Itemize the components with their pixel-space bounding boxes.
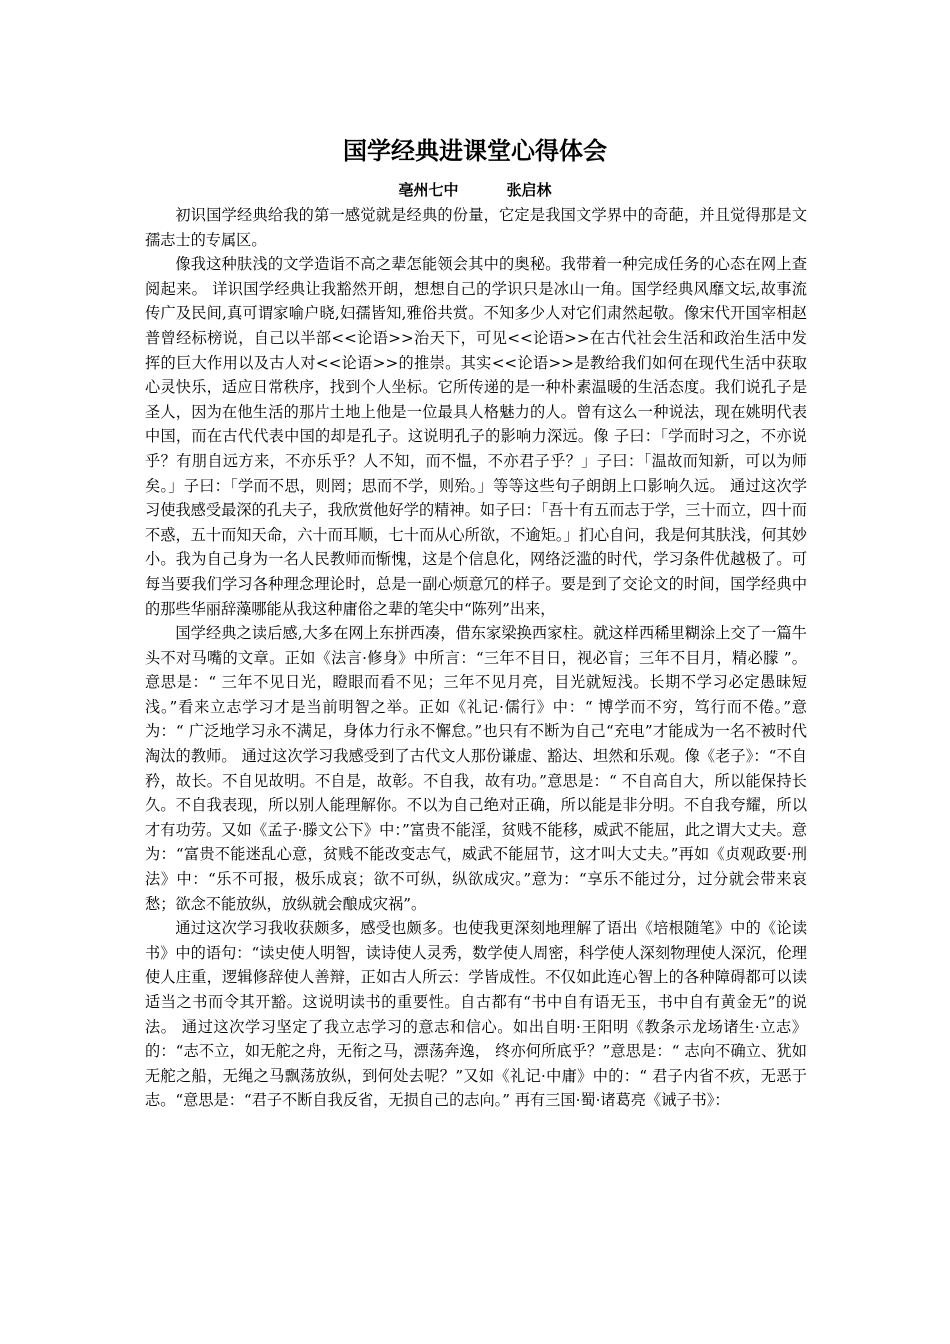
school-name: 亳州七中	[398, 181, 459, 199]
paragraph-4: 通过这次学习我收获颇多，感受也颇多。也使我更深刻地理解了语出《培根随笔》中的《论读书》中的语句：“读史使人明智，读诗使人灵秀，数学使人周密，科学使人深刻物理使人深沉，伦理使人庄重，逻辑修辞使人善辩，正如古人所云：学皆成性。不仅如此连心智上的各种障碍都可以读适当之书而令其开豁。这说明读书的重要性。自古都有“书中自有语无玉，书中自有黄金无”的说法。 通过这次学习坚定了我立志学习的意志和信心。如出自明·王阳明《教条示龙场诸生·立志》的：“志不立，如无舵之舟，无衔之马，漂荡奔逸， 终亦何所底乎？”意思是：“ 志向不确立、犹如无舵之船，无绳之马飘荡放纵，到何处去呢？”又如《礼记·中庸》中的：“ 君子内省不疚，无恶于志。“意思是：“君子不断自我反省，无损自己的志向。” 再有三国·蜀·诸葛亮《诫子书》：	[145, 919, 807, 1110]
paragraph-3: 国学经典之读后感,大多在网上东拼西凑，借东家梁换西家柱。就这样西稀里糊涂上交了一篇牛头不对马嘴的文章。正如《法言·修身》中所言：“三年不目日，视必盲；三年不目月，精必朦 ”。意思是：“ 三年不见日光，瞪眼而看不见；三年不见月亮，目光就短浅。长期不学习必定愚昧短浅。”看来立志学习才是当前明智之举。正如《礼记·儒行》中：“ 博学而不穷，笃行而不倦。”意为：“ 广泛地学习永不满足，身体力行永不懈怠。”也只有不断为自己“充电”才能成为一名不被时代淘汰的教师。 通过这次学习我感受到了古代文人那份谦虚、豁达、坦然和乐观。像《老子》：“不自矜，故长。不自见故明。不自是，故彰。不自我，故有功。”意思是：“ 不自高自大，所以能保持长久。不自我表现，所以别人能理解你。不以为自己绝对正确，所以能是非分明。不自我夸耀，所以才有功劳。又如《孟子·滕文公下》中：”富贵不能淫，贫贱不能移，威武不能屈，此之谓大丈夫。意为：“富贵不能迷乱心意，贫贱不能改变志气，威武不能屈节，这才叫大丈夫。”再如《贞观政要·刑法》中：“乐不可报，极乐成哀；欲不可纵，纵欲成灾。”意为：“享乐不能过分，过分就会带来哀愁；欲念不能放纵，放纵就会酿成灾祸”。	[145, 624, 807, 913]
document-title: 国学经典进课堂心得体会	[343, 137, 607, 165]
document-body	[145, 203, 807, 1113]
paragraph-1: 初识国学经典给我的第一感觉就是经典的份量，它定是我国文学界中的奇葩，并且觉得那是文孺志士的专属区。	[145, 206, 807, 249]
author-name: 张启林	[506, 181, 552, 199]
paragraph-2: 像我这种肤浅的文学造诣不高之辈怎能领会其中的奥秘。我带着一种完成任务的心态在网上查阅起来。 详识国学经典让我豁然开朗，想想自己的学识只是冰山一角。国学经典风靡文坛,故事流传广及民间,真可谓家喻户晓,妇孺皆知,雅俗共赏。不知多少人对它们肃然起敬。像宋代开国宰相赵普曾经标榜说，自己以半部<<论语>>治天下，可见<<论语>>在古代社会生活和政治生活中发挥的巨大作用以及古人对<<论语>>的推崇。其实<<论语>>是教给我们如何在现代生活中获取心灵快乐，适应日常秩序，找到个人坐标。它所传递的是一种朴素温暖的生活态度。我们说孔子是圣人，因为在他生活的那片土地上他是一位最具人格魅力的人。曾有这么一种说法，现在姚明代表中国，而在古代代表中国的却是孔子。这说明孔子的影响力深远。像 子曰：「学而时习之，不亦说乎？有朋自远方来，不亦乐乎？人不知，而不愠，不亦君子乎？」子曰：「温故而知新，可以为师矣。」子曰：「学而不思，则罔；思而不学，则殆。」等等这些句子朗朗上口影响久远。 通过这次学习使我感受最深的孔夫子，我欣赏他好学的精神。如子曰：「吾十有五而志于学，三十而立，四十而不惑，五十而知天命，六十而耳顺，七十而从心所欲，不逾矩。」扪心自问，我是何其肤浅，何其妙小。我为自己身为一名人民教师而惭愧，这是个信息化，网络泛滥的时代，学习条件优越极了。可每当要我们学习各种理念理论时，总是一副心烦意冗的样子。要是到了交论文的时间，国学经典中的那些华丽辞藻哪能从我这种庸俗之辈的笔尖中“陈列”出来，	[145, 255, 807, 618]
author-byline	[0, 180, 950, 200]
